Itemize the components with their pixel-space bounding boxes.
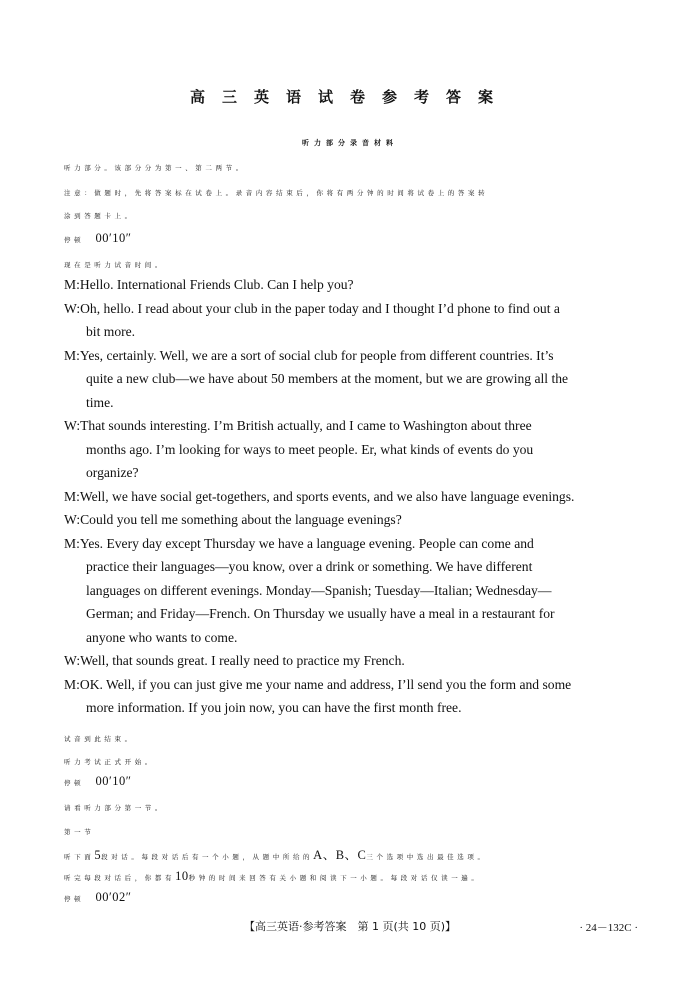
dialogue-line-5: M:Well, we have social get-togethers, and sports events, and we also have language evenings.: [64, 488, 575, 504]
trial-start: 现在是听力试音时间。: [64, 261, 165, 269]
dialogue-line-3: M:Yes, certainly. Well, we are a sort of social club for people from different countries. It’s quite a new club—we have about 50 members at the moment, but we are growing all the time.: [64, 347, 569, 410]
dialogue-line-6: W:Could you tell me something about the language evenings?: [64, 512, 402, 527]
pause-time: 00′10″: [95, 231, 132, 245]
instruction-line-2: 听完每段对话后，你都有10秒钟的时间来回答有关小题和阅读下一小题。每段对话仅读一遍。: [64, 869, 482, 883]
exam-code: · 24－132C ·: [579, 922, 638, 934]
dialogue-line-2: W:Oh, hello. I read about your club in the paper today and I thought I’d phone to find out a bit more.: [64, 300, 560, 339]
pause-3: [64, 890, 132, 905]
intro-line-3: 涂到答题卡上。: [64, 212, 135, 220]
pause-label: 停顿: [64, 895, 85, 903]
dialogue: [64, 273, 638, 720]
pause-label: 停顿: [64, 236, 85, 244]
section-subtitle: 听力部分录音材料: [302, 139, 398, 147]
dialogue-line-7: M:Yes. Every day except Thursday we have a language evening. People can come and practice their languages—you know, over a drink or something. We have different languages on different evenings. Monday—Spanish; Tuesday—Italian; Wednesday— German; and Friday—French. On Thursday we usually have a meal in a restaurant for anyone who wants to come.: [64, 535, 555, 645]
dialogue-line-8: W:Well, that sounds great. I really need to practice my French.: [64, 653, 405, 668]
page-title: 高三英语试卷参考答案: [189, 88, 510, 106]
dialogue-line-4: W:That sounds interesting. I’m British actually, and I came to Washington about three months ago. I’m looking for ways to meet people. Er, what kinds of events do you organize?: [64, 418, 534, 480]
pause-2: [64, 774, 132, 789]
exam-start: 听力考试正式开始。: [64, 758, 155, 766]
intro-line-1: 听力部分。该部分分为第一、第二两节。: [64, 164, 246, 172]
pause-1: [64, 231, 132, 246]
pause-time: 00′02″: [95, 890, 132, 904]
pause-time: 00′10″: [95, 774, 132, 788]
instruction-line-1: 听下面5段对话。每段对话后有一个小题，从题中所给的A、B、C三个选项中选出最佳选项。: [64, 848, 488, 862]
trial-end: 试音到此结束。: [64, 735, 135, 743]
part1-prompt: 请看听力部分第一节。: [64, 804, 165, 812]
pause-label: 停顿: [64, 779, 85, 787]
dialogue-line-9: M:OK. Well, if you can just give me your name and address, I’ll send you the form and some more information. If you join now, you can have the first month free.: [64, 676, 572, 715]
intro-line-2: 注意：做题时，先将答案标在试卷上。录音内容结束后，你将有两分钟的时间将试卷上的答案转: [64, 189, 489, 197]
page-footer: 【高三英语·参考答案 第 1 页(共 10 页)】: [243, 920, 457, 933]
dialogue-line-1: M:Hello. International Friends Club. Can I help you?: [64, 277, 354, 292]
section-1-heading: 第一节: [64, 828, 95, 836]
